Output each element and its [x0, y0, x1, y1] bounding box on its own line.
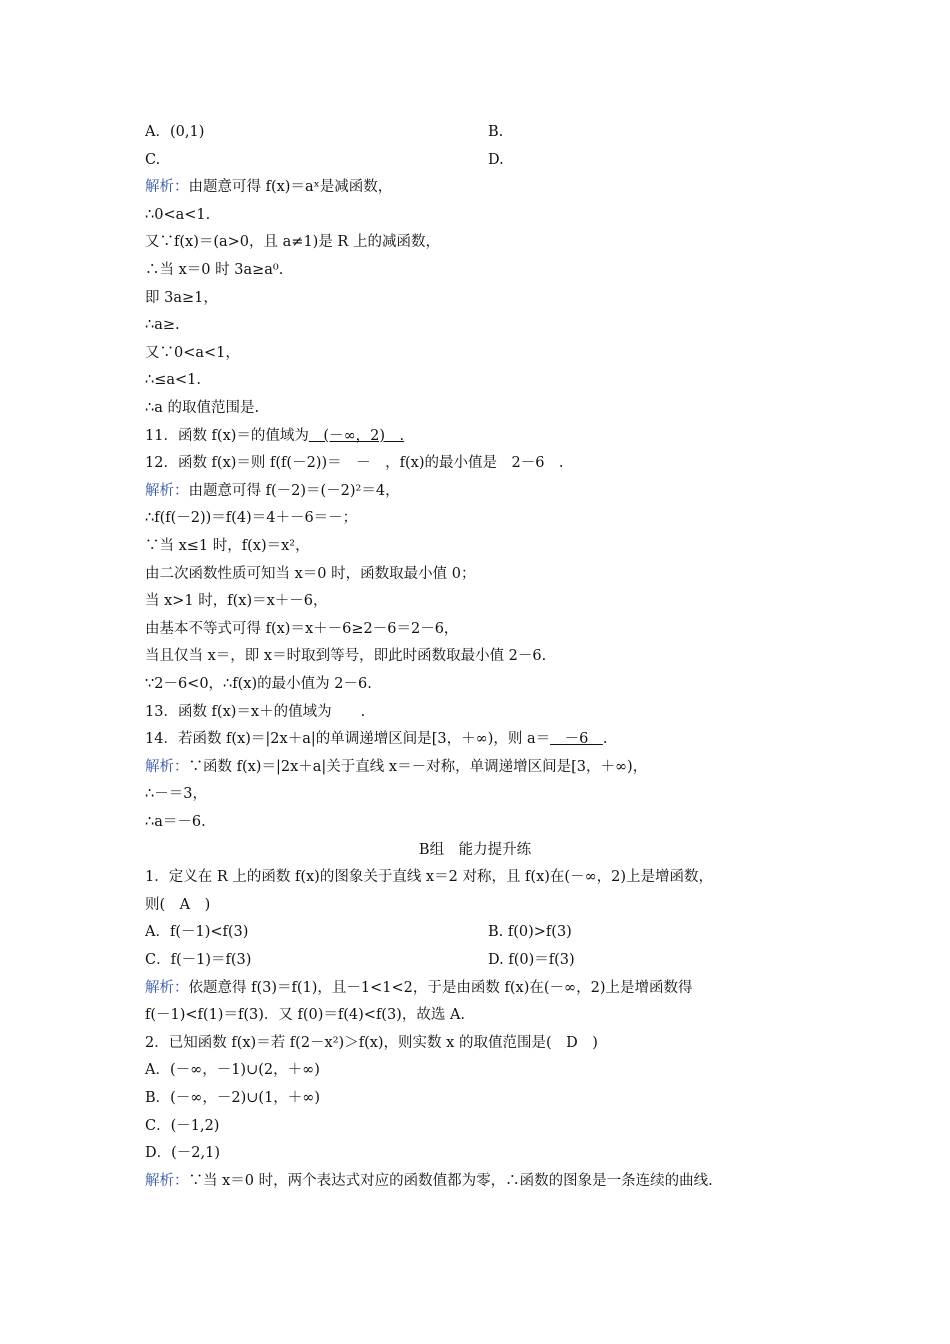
text-line — [145, 424, 825, 448]
text-line — [145, 782, 825, 806]
text-line — [145, 286, 825, 310]
line-text: C．f(－1)＝f(3) — [145, 952, 252, 968]
line-text: 又∵0<a<1， — [145, 344, 240, 361]
text-line — [145, 534, 825, 558]
text-line — [145, 341, 825, 365]
text-line — [145, 313, 825, 337]
analysis-label: 解析： — [145, 179, 189, 196]
option-right-column: D. — [488, 151, 504, 168]
text-line — [145, 479, 825, 503]
line-text: ∵2－6<0，∴f(x)的最小值为 2－6. — [145, 676, 372, 692]
line-text: C．(－1,2) — [145, 1117, 220, 1134]
line-text: A．f(－1)<f(3) — [145, 924, 249, 941]
text-line — [145, 672, 825, 696]
text-line — [145, 893, 825, 917]
analysis-label: 解析： — [145, 979, 189, 996]
line-text: ∴0<a<1. — [145, 206, 211, 223]
option-right-column: D. f(0)＝f(3) — [488, 952, 575, 968]
text-line — [145, 175, 825, 199]
line-text: ∴－＝3， — [145, 786, 207, 803]
text-line — [145, 120, 825, 144]
text-line — [145, 368, 825, 392]
line-text: C. — [145, 151, 161, 168]
line-text-after: . — [602, 731, 608, 748]
line-text: ∵当 x≤1 时，f(x)＝x²， — [145, 538, 310, 554]
text-line — [145, 1031, 825, 1055]
text-line — [145, 396, 825, 420]
text-line — [145, 920, 825, 944]
text-line — [145, 562, 825, 586]
text-line — [145, 1058, 825, 1082]
line-text: ∴≤a<1. — [145, 372, 202, 389]
line-text: D．(－2,1) — [145, 1145, 220, 1162]
line-text: 13．函数 f(x)＝x＋的值域为 . — [145, 703, 366, 720]
line-text: 则( A ) — [145, 896, 211, 913]
text-line — [145, 810, 825, 834]
line-text: 12．函数 f(x)＝则 f(f(－2))＝ － ，f(x)的最小值是 2－6 . — [145, 455, 564, 472]
answer-blank: (－∞，2) . — [308, 427, 405, 444]
section-heading: B组 能力提升练 — [418, 841, 532, 858]
line-text: B．(－∞，－2)∪(1，＋∞) — [145, 1090, 321, 1106]
text-line — [145, 258, 825, 282]
text-line — [145, 948, 825, 972]
line-text: f(－1)<f(1)＝f(3)．又 f(0)＝f(4)<f(3)，故选 A. — [145, 1007, 466, 1024]
text-line — [145, 755, 825, 779]
line-text: A．(0,1) — [145, 124, 205, 140]
analysis-label: 解析： — [145, 1172, 189, 1189]
text-line — [145, 865, 825, 889]
text-line — [145, 727, 825, 751]
line-text: ∵函数 f(x)＝|2x＋a|关于直线 x＝－对称，单调递增区间是[3，＋∞)， — [188, 758, 648, 775]
text-line — [145, 451, 825, 475]
text-line — [145, 589, 825, 613]
text-line — [145, 230, 825, 254]
line-text: 14．若函数 f(x)＝|2x＋a|的单调递增区间是[3，＋∞)，则 a＝ — [145, 731, 551, 748]
text-line — [145, 976, 825, 1000]
line-text: 由基本不等式可得 f(x)＝x＋－6≥2－6＝2－6， — [145, 620, 459, 637]
analysis-label: 解析： — [145, 758, 189, 775]
line-text: 由二次函数性质可知当 x＝0 时，函数取最小值 0； — [145, 565, 476, 582]
text-line — [145, 1114, 825, 1138]
analysis-label: 解析： — [145, 482, 189, 499]
line-text: 11．函数 f(x)＝的值域为 — [145, 427, 309, 444]
text-line — [145, 617, 825, 641]
line-text: ∴a≥. — [145, 317, 180, 334]
line-text: 2．已知函数 f(x)＝若 f(2－x²)＞f(x)，则实数 x 的取值范围是( D ) — [145, 1034, 598, 1051]
line-text: 依题意得 f(3)＝f(1)，且－1<1<2，于是由函数 f(x)在(－∞，2)上是增函数得 — [188, 979, 693, 996]
line-text: 当 x>1 时，f(x)＝x＋－6， — [145, 593, 328, 610]
option-right-column: B. f(0)>f(3) — [488, 924, 572, 941]
line-text: ∴f(f(－2))＝f(4)＝4＋－6＝－； — [145, 510, 358, 527]
text-line — [145, 506, 825, 530]
line-text: ∴当 x＝0 时 3a≥a⁰. — [145, 262, 284, 278]
text-line — [145, 700, 825, 724]
text-line — [145, 203, 825, 227]
line-text: A．(－∞，－1)∪(2，＋∞) — [145, 1062, 320, 1079]
line-text: 当且仅当 x＝，即 x＝时取到等号，即此时函数取最小值 2－6. — [145, 648, 547, 665]
text-line — [145, 1169, 825, 1193]
line-text: 又∵f(x)＝(a>0，且 a≠1)是 R 上的减函数， — [145, 234, 440, 251]
line-text: 即 3a≥1， — [145, 289, 218, 306]
line-text: ∴a＝－6. — [145, 814, 206, 830]
line-text: 由题意可得 f(－2)＝(－2)²＝4， — [188, 482, 400, 499]
text-line — [145, 644, 825, 668]
text-line — [145, 1086, 825, 1110]
option-right-column: B. — [488, 124, 504, 140]
line-text: ∴a 的取值范围是. — [145, 400, 260, 416]
line-text: 由题意可得 f(x)＝aˣ是减函数， — [188, 179, 393, 196]
text-line — [145, 1141, 825, 1165]
line-text: 1．定义在 R 上的函数 f(x)的图象关于直线 x＝2 对称，且 f(x)在(－∞，2)上是增函数， — [145, 869, 714, 886]
line-text: ∵当 x＝0 时，两个表达式对应的函数值都为零，∴函数的图象是一条连续的曲线. — [188, 1172, 713, 1189]
text-line — [145, 148, 825, 172]
text-line — [145, 1003, 825, 1027]
answer-blank: －6 — [550, 731, 603, 748]
